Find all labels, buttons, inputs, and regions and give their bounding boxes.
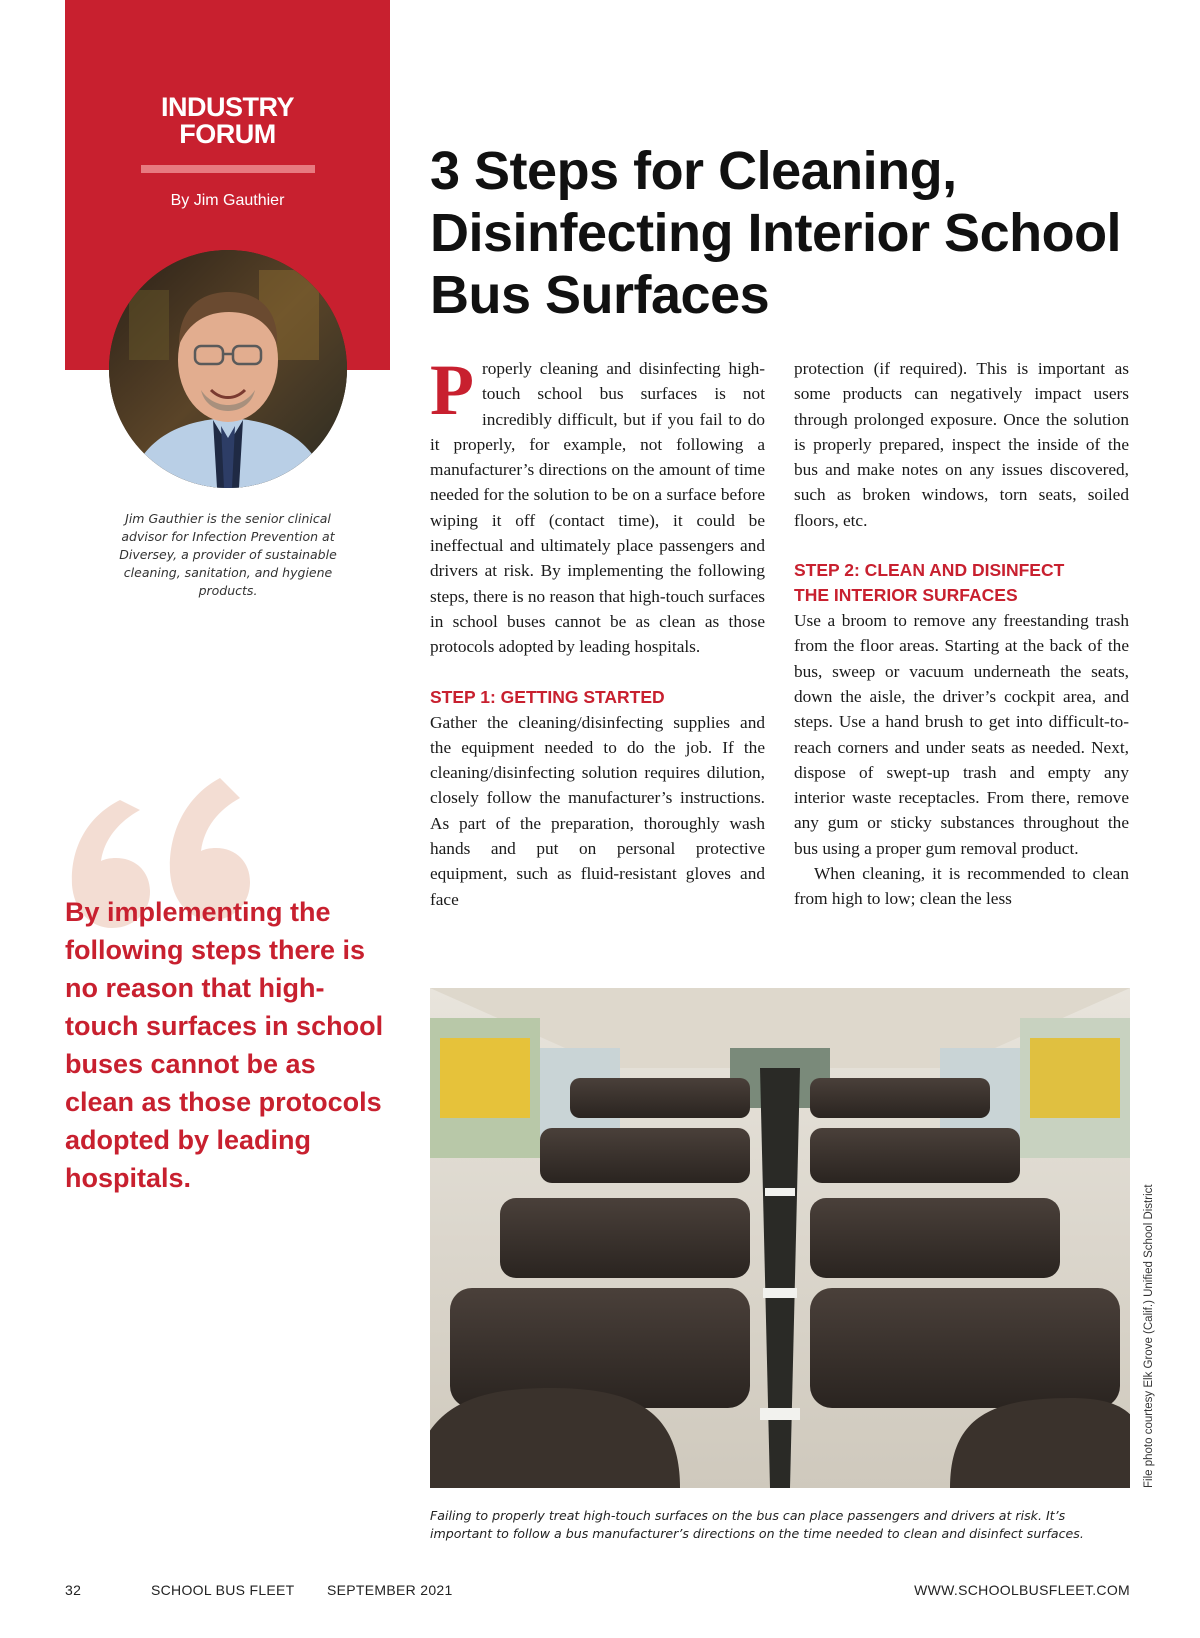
step1-heading: STEP 1: GETTING STARTED: [430, 686, 665, 707]
step2-text: Use a broom to remove any freestanding trash from the floor areas. Starting at the back of the bus, sweep or vacuum underneath the seats, down the aisle, the driver’s cockpit area, and steps. Use a hand brush to get into difficult-to-reach corners and under seats as needed. Next, dispose of swept-up trash and empty any interior waste receptacles. From there, remove any gum or sticky substances throughout the bus using a proper gum removal product.: [794, 611, 1129, 858]
step1-continued: protection (if required). This is important as some products can negatively impact users through prolonged exposure. Once the solution is properly prepared, inspect the inside of the bus and make notes on any issues discovered, such as broken windows, torn seats, soiled floors, etc.: [794, 359, 1129, 530]
author-bio: Jim Gauthier is the senior clinical advisor for Infection Prevention at Diversey, a provider of sustainable cleaning, sanitation, and hygiene products.: [119, 511, 337, 598]
intro-text: roperly cleaning and disinfecting high-touch school bus surfaces is not incredibly difficult, but if you fail to do it properly, for example, not following a manufacturer’s directions on the amount of time needed for the solution to be on a surface before wiping it off (contact time), it could be ineffectual and ultimately place passengers and drivers at risk. By implementing the following steps, there is no reason that high-touch surfaces in school buses cannot be as clean as those protocols adopted by leading hospitals.: [430, 359, 765, 657]
pull-quote: By implementing the following steps there is no reason that high-touch surfaces in school buses cannot be as clean as those protocols adopted by leading hospitals.: [65, 897, 384, 1193]
step1-text: Gather the cleaning/disinfecting supplies and the equipment needed to do the job. If the cleaning/disinfecting solution requires dilution, closely follow the manufacturer’s instructions. As part of the preparation, thoroughly wash hands and put on personal protective equipment, such as fluid-resistant gloves and face: [430, 712, 765, 909]
photo-credit: File photo courtesy Elk Grove (Calif.) Unified School District: [1143, 1184, 1155, 1488]
divider: [141, 165, 315, 173]
article-column-left: [430, 350, 765, 912]
bus-interior-photo: [430, 988, 1130, 1488]
byline: By Jim Gauthier: [170, 192, 285, 209]
publication-name: SCHOOL BUS FLEET: [151, 1582, 295, 1598]
step2-heading-line1: STEP 2: CLEAN AND DISINFECT: [794, 560, 1065, 581]
drop-cap: P: [430, 350, 474, 430]
article-headline: 3 Steps for Cleaning, Disinfecting Interior School Bus Surfaces: [430, 141, 1122, 325]
author-portrait: [109, 250, 347, 488]
article-column-right: [794, 356, 1129, 912]
page-number: 32: [65, 1582, 82, 1598]
issue-date: SEPTEMBER 2021: [327, 1582, 453, 1598]
website-url: WWW.SCHOOLBUSFLEET.COM: [914, 1582, 1130, 1598]
step2-heading-line2: THE INTERIOR SURFACES: [794, 585, 1018, 606]
photo-caption: Failing to properly treat high-touch surfaces on the bus can place passengers and drivers at risk. It’s important to follow a bus manufacturer’s directions on the time needed to clean and disinfect surfaces.: [430, 1508, 1084, 1541]
section-label-line2: FORUM: [179, 119, 276, 149]
section-label: [65, 94, 390, 148]
step2-text-continued: When cleaning, it is recommended to clean from high to low; clean the less: [794, 864, 1129, 909]
section-label-line1: INDUSTRY: [160, 92, 294, 122]
intro-paragraph: [430, 350, 765, 660]
